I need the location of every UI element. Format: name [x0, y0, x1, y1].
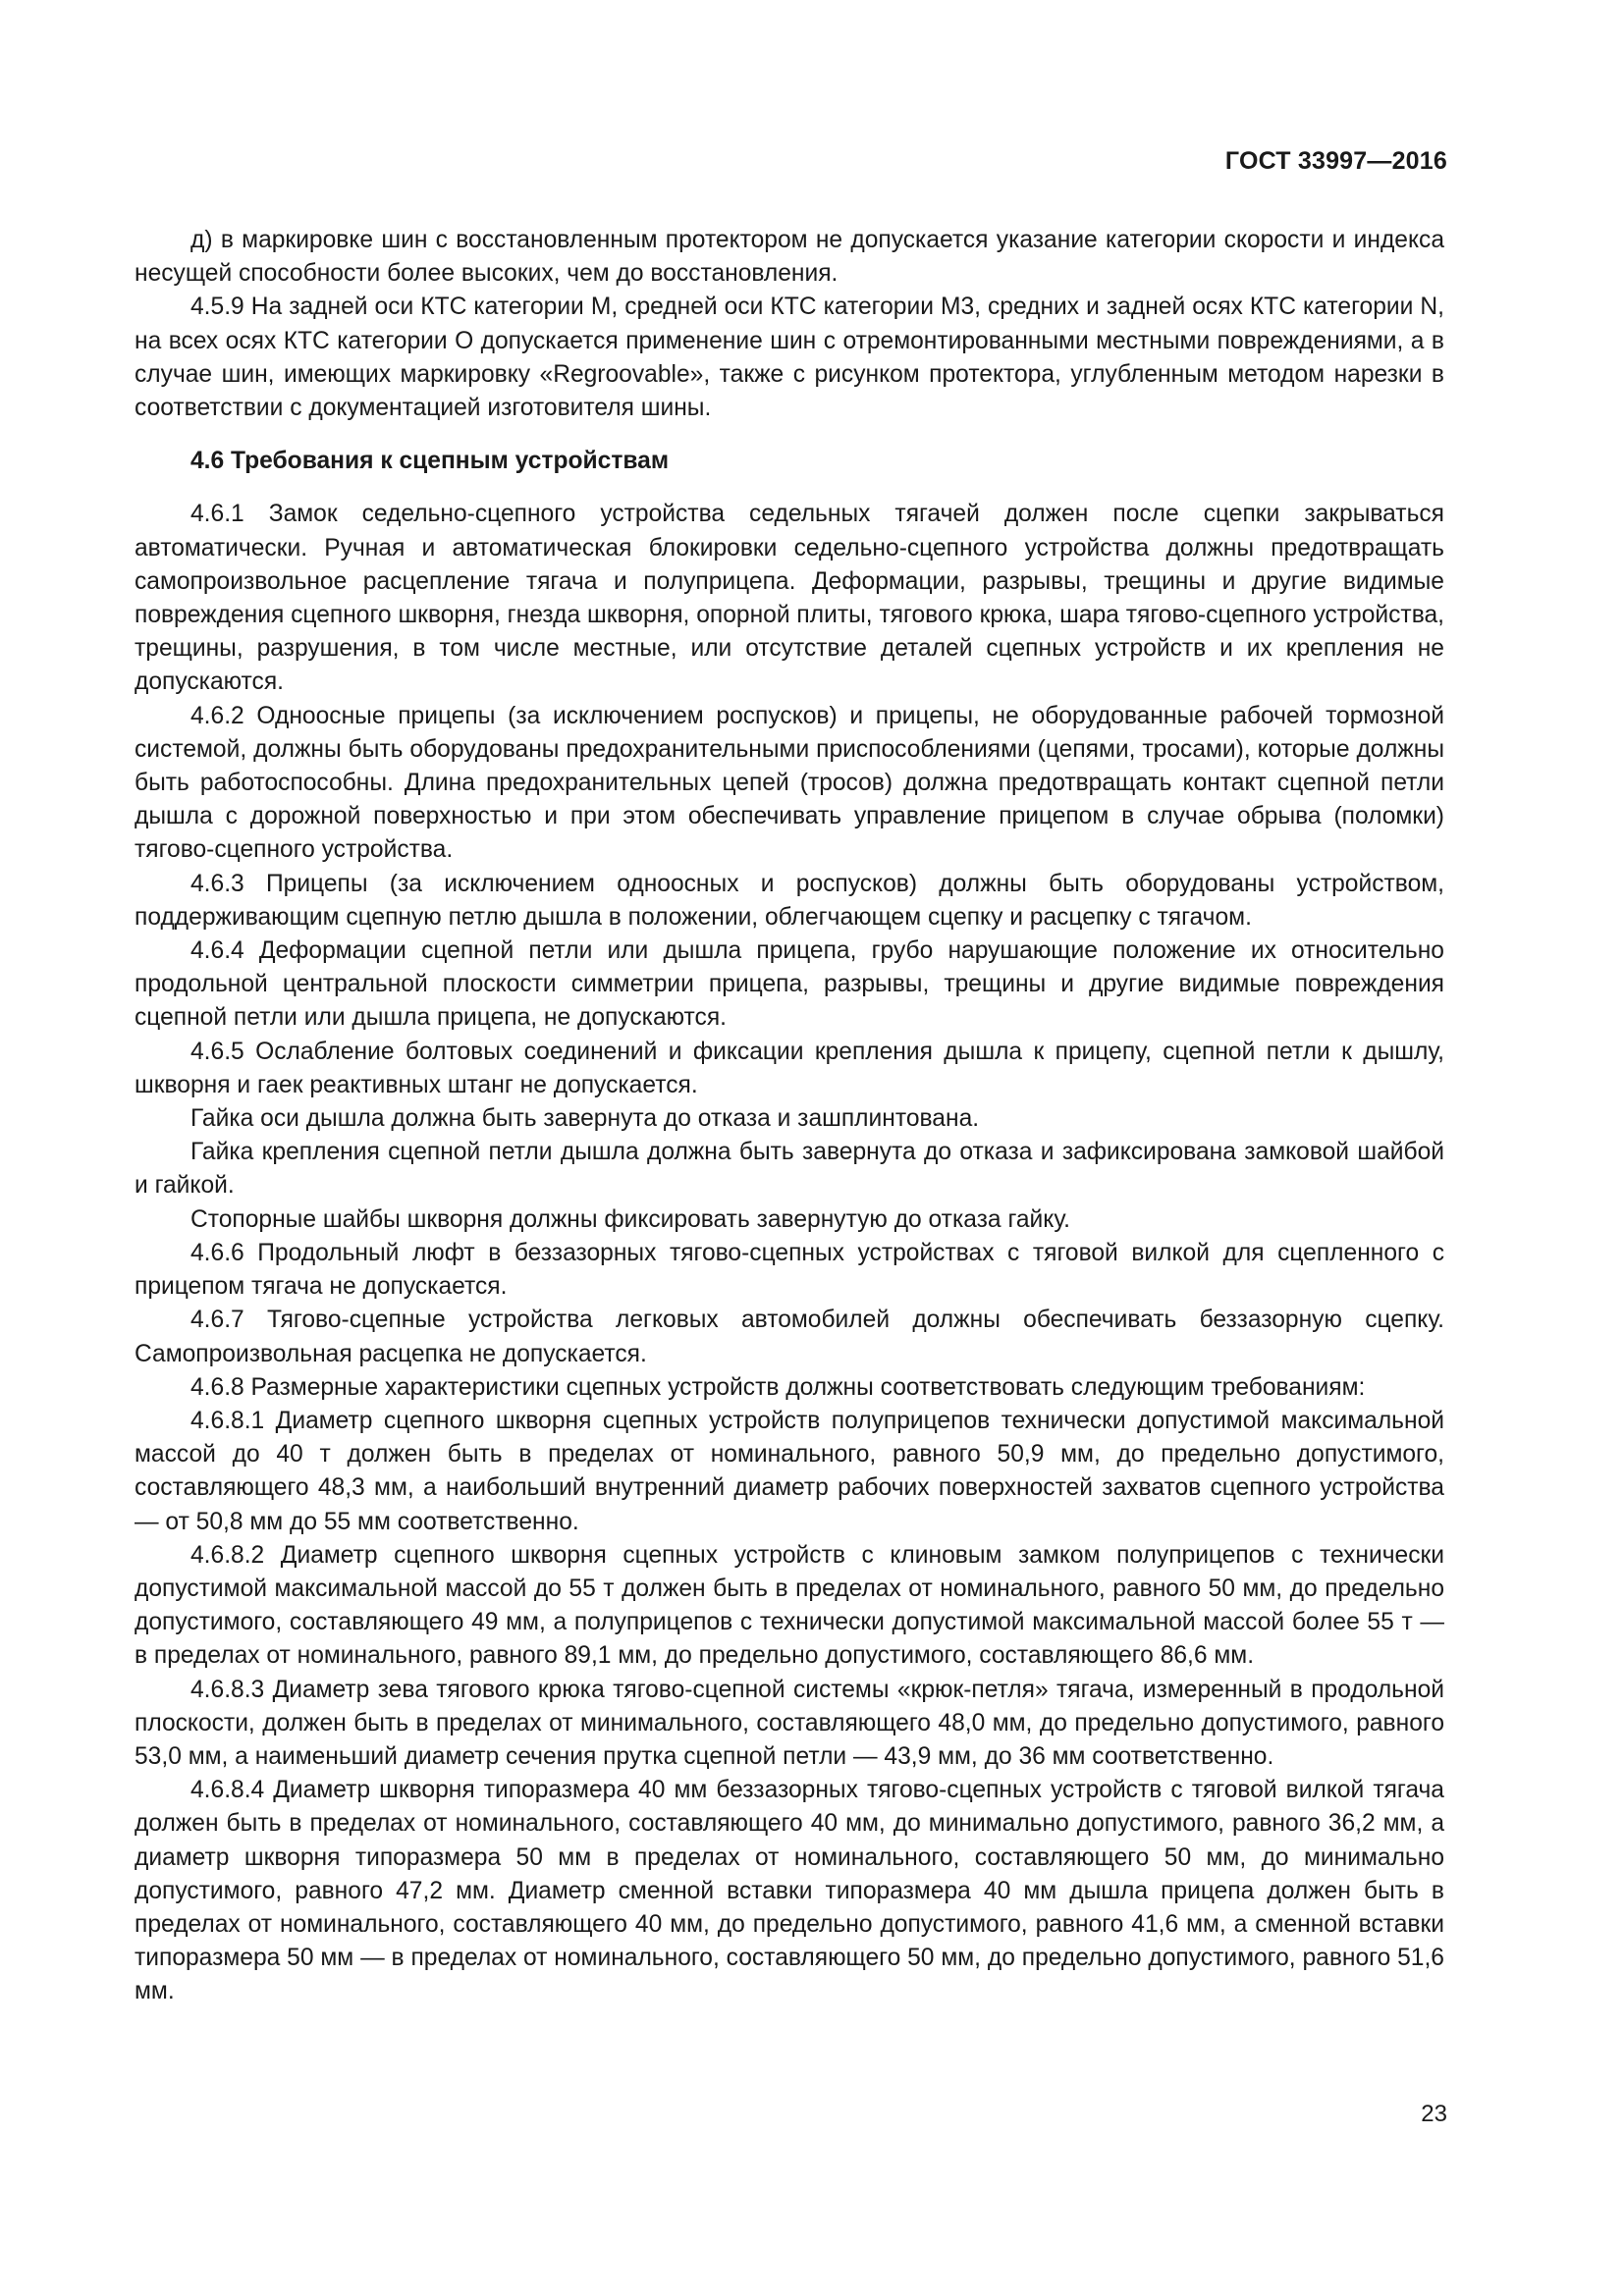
paragraph-4-6-2: 4.6.2 Одноосные прицепы (за исключением роспусков) и прицепы, не оборудованные рабочей тормозной системой, должны быть оборудованы предохранительными приспособлениями (цепями, тросами), которые должны быть работоспособны. Длина предохранительных цепей (тросов) должна предотвращать контакт сцепной петли дышла с дорожной поверхностью и при этом обеспечивать управление прицепом в случае обрыва (поломки) тягово-сцепного устройства. — [135, 702, 1444, 864]
document-code-header: ГОСТ 33997—2016 — [1224, 147, 1447, 175]
section-title-4-6: 4.6 Требования к сцепным устройствам — [190, 448, 670, 475]
paragraph-drawbar-axle-nut: Гайка оси дышла должна быть завернута до отказа и зашплинтована. — [190, 1105, 980, 1133]
paragraph-4-6-1: 4.6.1 Замок седельно-сцепного устройства седельных тягачей должен после сцепки закрываться автоматически. Ручная и автоматическая блокировки седельно-сцепного устройства должны предотвращать самопроизвольное расцепление тягача и полуприцепа. Деформации, разрывы, трещины и другие видимые повреждения сцепного шкворня, гнезда шкворня, опорной плиты, тягового крюка, шара тягово-сцепного устройства, трещины, разрушения, в том числе местные, или отсутствие деталей сцепных устройств и их крепления не допускаются. — [135, 501, 1444, 696]
paragraph-4-6-3: 4.6.3 Прицепы (за исключением одноосных и роспусков) должны быть оборудованы устройством, поддерживающим сцепную петлю дышла в положении, облегчающем сцепку и расцепку с тягачом. — [135, 870, 1444, 931]
paragraph-4-6-8-3: 4.6.8.3 Диаметр зева тягового крюка тягово-сцепной системы «крюк-петля» тягача, измеренный в продольной плоскости, должен быть в пределах от минимального, составляющего 48,0 мм, до предельно допустимого, равного 53,0 мм, а наименьший диаметр сечения прутка сцепной петли — 43,9 мм, до 36 мм соответственно. — [135, 1676, 1444, 1770]
paragraph-item-d: д) в маркировке шин с восстановленным протектором не допускается указание категории скорости и индекса несущей способности более высоких, чем до восстановления. — [135, 227, 1444, 288]
paragraph-4-5-9: 4.5.9 На задней оси КТС категории М, средней оси КТС категории М3, средних и задней осях КТС категории N, на всех осях КТС категории О допускается применение шин с отремонтированными местными повреждениями, а в случае шин, имеющих маркировку «Regroovable», также с рисунком протектора, углубленным методом нарезки в соответствии с документацией изготовителя шины. — [135, 294, 1444, 422]
document-body — [135, 224, 1444, 2009]
paragraph-4-6-5: 4.6.5 Ослабление болтовых соединений и фиксации крепления дышла к прицепу, сцепной петли к дышлу, шкворня и гаек реактивных штанг не допускается. — [135, 1038, 1444, 1098]
paragraph-4-6-7: 4.6.7 Тягово-сцепные устройства легковых автомобилей должны обеспечивать беззазорную сцепку. Самопроизвольная расцепка не допускается. — [135, 1307, 1444, 1367]
paragraph-loop-nut: Гайка крепления сцепной петли дышла должна быть завернута до отказа и зафиксирована замковой шайбой и гайкой. — [135, 1139, 1444, 1200]
paragraph-4-6-8-1: 4.6.8.1 Диаметр сцепного шкворня сцепных устройств полуприцепов технически допустимой максимальной массой до 40 т должен быть в пределах от номинального, равного 50,9 мм, до предельно допустимого, составляющего 48,3 мм, а наибольший внутренний диаметр рабочих поверхностей захватов сцепного устройства — от 50,8 мм до 55 мм соответственно. — [135, 1407, 1444, 1535]
paragraph-4-6-4: 4.6.4 Деформации сцепной петли или дышла прицепа, грубо нарушающие положение их относительно продольной центральной плоскости симметрии прицепа, разрывы, трещины и другие видимые повреждения сцепной петли или дышла прицепа, не допускаются. — [135, 937, 1444, 1032]
paragraph-lock-washers: Стопорные шайбы шкворня должны фиксировать завернутую до отказа гайку. — [190, 1205, 1070, 1233]
paragraph-4-6-8: 4.6.8 Размерные характеристики сцепных устройств должны соответствовать следующим требованиям: — [190, 1373, 1366, 1401]
paragraph-4-6-6: 4.6.6 Продольный люфт в беззазорных тягово-сцепных устройствах с тяговой вилкой для сцепленного с прицепом тягача не допускается. — [135, 1239, 1444, 1301]
page-number: 23 — [1421, 2101, 1447, 2127]
paragraph-4-6-8-4: 4.6.8.4 Диаметр шкворня типоразмера 40 мм беззазорных тягово-сцепных устройств с тяговой вилкой тягача должен быть в пределах от номинального, составляющего 40 мм, до минимально допустимого, равного 36,2 мм, а диаметр шкворня типоразмера 50 мм в пределах от номинального, составляющего 50 мм, до минимально допустимого, равного 47,2 мм. Диаметр сменной вставки типоразмера 40 мм дышла прицепа должен быть в пределах от номинального, составляющего 40 мм, до предельно допустимого, равного 41,6 мм, а сменной вставки типоразмера 50 мм — в пределах от номинального, составляющего 50 мм, до предельно допустимого, равного 51,6 мм. — [135, 1777, 1444, 2005]
paragraph-4-6-8-2: 4.6.8.2 Диаметр сцепного шкворня сцепных устройств с клиновым замком полуприцепов с технически допустимой максимальной массой до 55 т должен быть в пределах от номинального, равного 50 мм, до предельно допустимого, составляющего 49 мм, а полуприцепов с технически допустимой максимальной массой более 55 т — в пределах от номинального, равного 89,1 мм, до предельно допустимого, составляющего 86,6 мм. — [135, 1541, 1444, 1670]
